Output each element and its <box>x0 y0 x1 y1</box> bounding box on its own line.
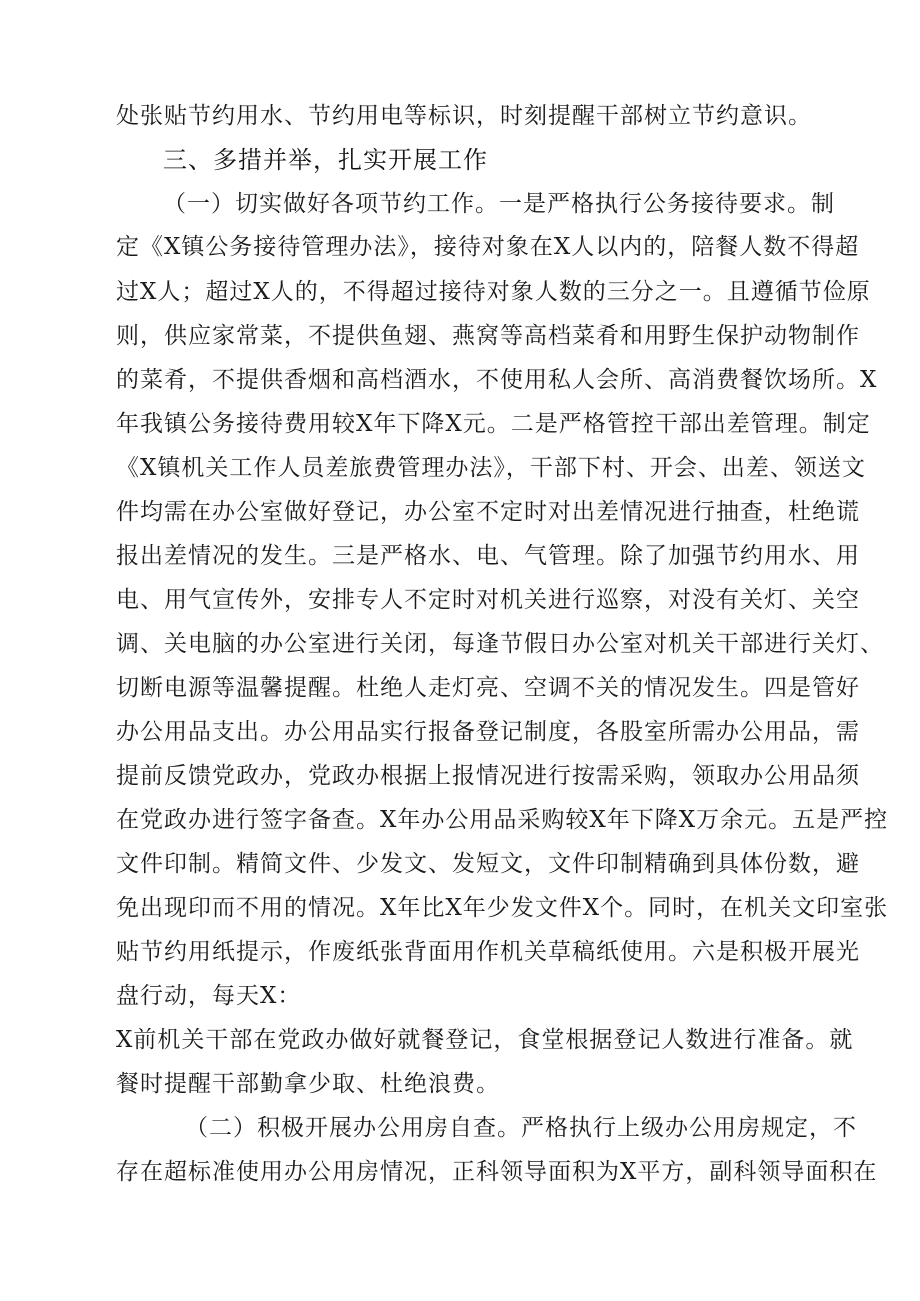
text-line-16: 提前反馈党政办，党政办根据上报情况进行按需采购，领取办公用品须 <box>116 763 860 789</box>
text-line-9: 《X镇机关工作人员差旅费管理办法》，干部下村、开会、出差、领送文 <box>116 455 866 481</box>
text-line-4: 定《X镇公务接待管理办法》，接待对象在X人以内的，陪餐人数不得超 <box>116 234 860 260</box>
text-line-19: 免出现印而不用的情况。X年比X年少发文件X个。同时，在机关文印室张 <box>116 895 889 921</box>
text-line-24: （二）积极开展办公用房自查。严格执行上级办公用房规定，不 <box>185 1115 857 1141</box>
text-line-23: 餐时提醒干部勤拿少取、杜绝浪费。 <box>116 1071 500 1097</box>
text-line-6: 则，供应家常菜，不提供鱼翅、燕窝等高档菜肴和用野生保护动物制作 <box>116 323 860 349</box>
text-line-14: 切断电源等温馨提醒。杜绝人走灯亮、空调不关的情况发生。四是管好 <box>116 675 860 701</box>
text-line-5: 过X人；超过X人的，不得超过接待对象人数的三分之一。且遵循节俭原 <box>116 279 871 305</box>
text-line-7: 的菜肴，不提供香烟和高档酒水，不使用私人会所、高消费餐饮场所。X <box>116 367 878 393</box>
text-line-11: 报出差情况的发生。三是严格水、电、气管理。除了加强节约用水、用 <box>116 543 860 569</box>
text-line-17: 在党政办进行签字备查。X年办公用品采购较X年下降X万余元。五是严控 <box>116 807 889 833</box>
text-line-18: 文件印制。精简文件、少发文、发短文，文件印制精确到具体份数，避 <box>116 851 860 877</box>
text-line-8: 年我镇公务接待费用较X年下降X元。二是严格管控干部出差管理。制定 <box>116 411 871 437</box>
text-line-3: （一）切实做好各项节约工作。一是严格执行公务接待要求。制 <box>163 191 835 217</box>
text-line-22: X前机关干部在党政办做好就餐登记，食堂根据登记人数进行准备。就 <box>116 1027 854 1053</box>
text-line-12: 电、用气宣传外，安排专人不定时对机关进行巡察，对没有关灯、关空 <box>116 587 860 613</box>
text-line-20: 贴节约用纸提示，作废纸张背面用作机关草稿纸使用。六是积极开展光 <box>116 939 860 965</box>
text-line-1: 处张贴节约用水、节约用电等标识，时刻提醒干部树立节约意识。 <box>116 103 812 129</box>
text-line-10: 件均需在办公室做好登记，办公室不定时对出差情况进行抽查，杜绝谎 <box>116 499 860 525</box>
section-heading: 三、多措并举，扎实开展工作 <box>163 146 488 174</box>
text-line-15: 办公用品支出。办公用品实行报备登记制度，各股室所需办公用品，需 <box>116 719 860 745</box>
text-line-13: 调、关电脑的办公室进行关闭，每逢节假日办公室对机关干部进行关灯、 <box>116 631 884 657</box>
text-line-25: 存在超标准使用办公用房情况，正科领导面积为X平方，副科领导面积在 <box>116 1159 878 1185</box>
text-line-21: 盘行动，每天X： <box>116 983 302 1009</box>
